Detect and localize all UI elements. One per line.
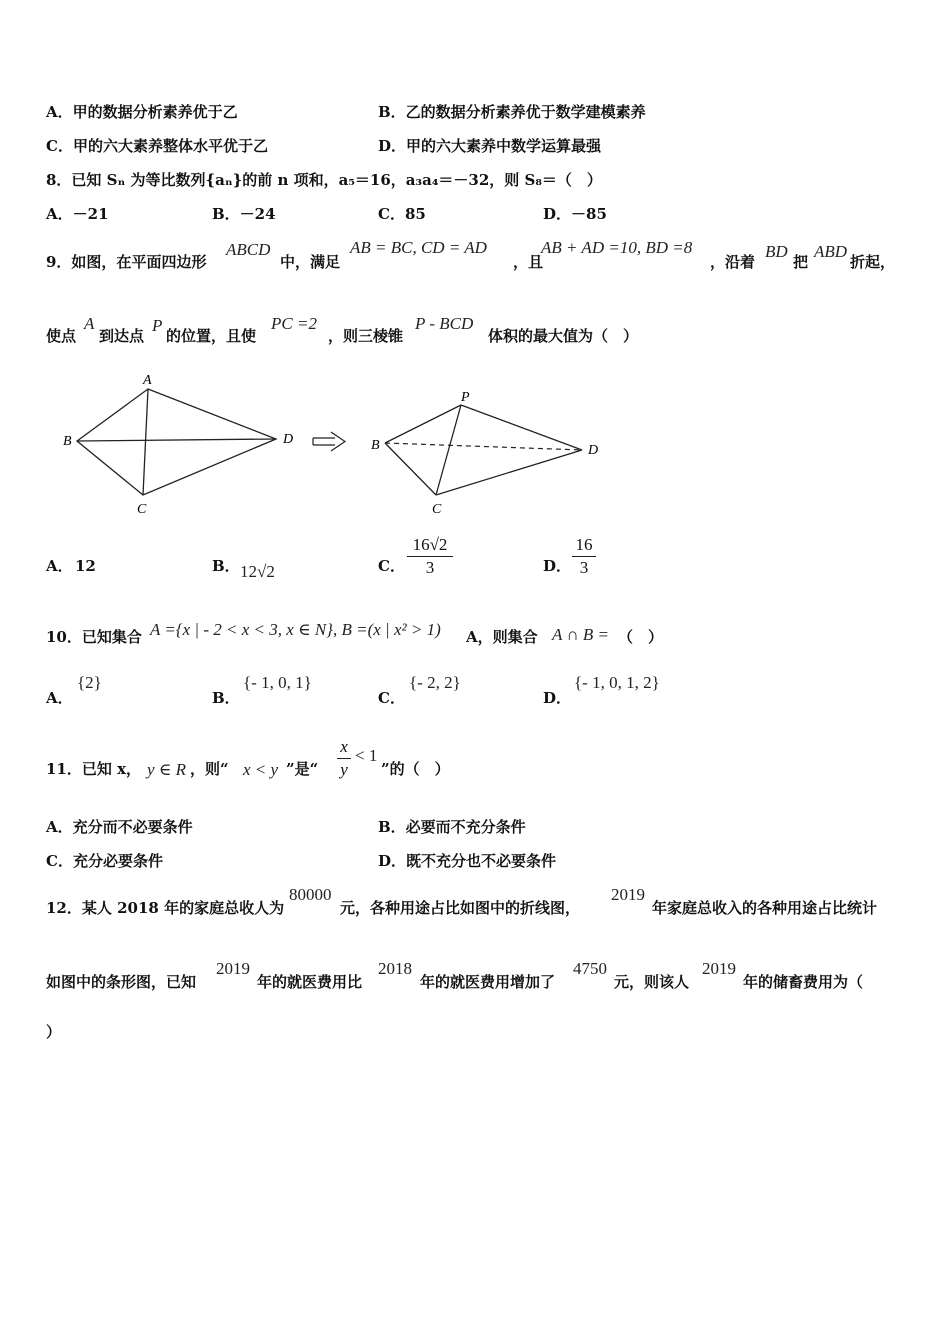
- q8-option-a: A．－21: [46, 205, 109, 223]
- q11-fraction: [337, 738, 351, 779]
- label-c2: C: [432, 502, 442, 517]
- q12-line2-text-1: 如图中的条形图，已知: [46, 973, 197, 991]
- q11-fraction-denominator: y: [340, 760, 348, 779]
- label-p: P: [461, 390, 470, 405]
- q9-line2-text-5: 体积的最大值为（ ）: [488, 327, 639, 345]
- q11-text-1: 11．已知 x，: [46, 760, 142, 778]
- q11-fraction-rhs: < 1: [355, 746, 378, 765]
- q9-text-6: 折起，: [850, 253, 896, 271]
- label-d2: D: [588, 443, 599, 458]
- q9-text-2: 中，满足: [280, 253, 341, 271]
- q11-text-4: ”的（ ）: [381, 760, 450, 778]
- q7-option-d: D．甲的六大素养中数学运算最强: [378, 137, 602, 155]
- q12-math-2019-a: 2019: [611, 885, 645, 904]
- label-a: A: [143, 373, 152, 388]
- q12-math-2019-b: 2019: [216, 959, 250, 978]
- q9-math-lengths: AB + AD =10, BD =8: [541, 238, 693, 257]
- q9-figure: [55, 365, 615, 520]
- q10-math-sets: A ={x | - 2 < x < 3, x ∈ N}, B =(x | x² > 1): [150, 620, 441, 639]
- q10-option-a: {2}: [77, 673, 102, 692]
- q9-math-p: P: [152, 316, 163, 335]
- q9-line2-text-4: ，则三棱锥: [328, 327, 404, 345]
- q11-text-3: ”是“: [286, 760, 319, 778]
- q10-option-c-label: C．: [378, 689, 405, 707]
- q12-line2-text-4: 元，则该人: [614, 973, 690, 991]
- q9-figure-left: [63, 373, 293, 517]
- q11-text-2: ，则“: [190, 760, 229, 778]
- q7-option-a: A．甲的数据分析素养优于乙: [46, 103, 238, 121]
- q12-math-2019-c: 2019: [702, 959, 736, 978]
- q9-option-c-denominator: 3: [425, 558, 435, 577]
- q9-math-bd: BD: [765, 242, 788, 261]
- label-c: C: [137, 502, 147, 517]
- label-b2: B: [371, 438, 380, 453]
- q9-option-c-fraction: [407, 536, 453, 577]
- q10-option-d-label: D．: [543, 689, 572, 707]
- q7-option-c: C．甲的六大素养整体水平优于乙: [46, 137, 268, 155]
- q10-text-3: （ ）: [618, 628, 664, 646]
- q12-math-4750: 4750: [573, 959, 607, 978]
- q11-option-a: A．充分而不必要条件: [46, 818, 193, 836]
- q7-option-b: B．乙的数据分析素养优于数学建模素养: [378, 103, 646, 121]
- q8-option-b: B．－24: [212, 205, 276, 223]
- q9-option-d-numerator: 16: [575, 535, 593, 554]
- q10-option-c: {- 2, 2}: [409, 673, 461, 692]
- q9-line2-text-3: 的位置，且使: [166, 327, 257, 345]
- q10-option-d: {- 1, 0, 1, 2}: [574, 673, 660, 692]
- q9-option-d-fraction: [572, 536, 596, 577]
- label-d: D: [283, 432, 294, 447]
- q9-text-4: ，沿着: [710, 253, 756, 271]
- q8-option-c: C．85: [378, 205, 426, 223]
- q9-line2-text-1: 使点: [46, 327, 77, 345]
- q11-option-c: C．充分必要条件: [46, 852, 163, 870]
- q9-line2-text-2: 到达点: [99, 327, 145, 345]
- q9-math-pbcd: P - BCD: [415, 314, 474, 333]
- label-b: B: [63, 434, 72, 449]
- q11-option-d: D．既不充分也不必要条件: [378, 852, 557, 870]
- q11-option-b: B．必要而不充分条件: [378, 818, 526, 836]
- q9-option-c-label: C．: [378, 557, 405, 575]
- q9-math-conditions: AB = BC, CD = AD: [350, 238, 487, 257]
- q8-option-d: D．－85: [543, 205, 607, 223]
- q9-option-b: 12√2: [240, 562, 275, 581]
- q9-figure-right: [371, 390, 598, 517]
- q12-text-3: 年家庭总收入的各种用途占比统计: [652, 899, 878, 917]
- q9-text-5: 把: [793, 253, 809, 271]
- q9-text-1: 9．如图，在平面四边形: [46, 253, 207, 271]
- q9-math-abd: ABD: [814, 242, 848, 261]
- q12-line3: ）: [46, 1023, 62, 1041]
- q9-math-a: A: [84, 314, 95, 333]
- q9-math-abcd: ABCD: [226, 240, 271, 259]
- q10-option-b: {- 1, 0, 1}: [243, 673, 312, 692]
- q10-option-b-label: B．: [212, 689, 240, 707]
- q9-option-d-label: D．: [543, 557, 572, 575]
- q9-text-3: ，且: [513, 253, 544, 271]
- q8-stem: 8．已知 Sₙ 为等比数列{aₙ}的前 n 项和，a₅＝16，a₃a₄＝－32，则 S₈＝（ ）: [46, 171, 602, 189]
- q9-option-a-label: A．: [46, 557, 73, 575]
- q10-option-a-label: A．: [46, 689, 73, 707]
- q11-math-y-in-r: y ∈ R: [147, 760, 187, 779]
- q12-line2-text-5: 年的储畜费用为（: [743, 973, 864, 991]
- q12-text-1: 12．某人 2018 年的家庭总收人为: [46, 899, 285, 917]
- q10-text-2: A，则集合: [466, 628, 538, 646]
- q12-math-80000: 80000: [289, 885, 332, 904]
- q10-math-intersection: A ∩ B =: [552, 625, 609, 644]
- q9-option-a: 12: [75, 557, 96, 575]
- q11-math-x-lt-y: x < y: [243, 760, 279, 779]
- double-arrow-icon: [313, 432, 345, 451]
- q9-option-d-denominator: 3: [579, 558, 589, 577]
- q12-text-2: 元，各种用途占比如图中的折线图，: [340, 899, 581, 917]
- q12-math-2018: 2018: [378, 959, 412, 978]
- q11-fraction-numerator: x: [340, 737, 348, 756]
- q10-text-1: 10．已知集合: [46, 628, 142, 646]
- q9-math-pc: PC =2: [271, 314, 317, 333]
- q9-option-b-label: B．: [212, 557, 240, 575]
- q12-line2-text-3: 年的就医费用增加了: [420, 973, 556, 991]
- q9-option-c-numerator: 16√2: [412, 535, 448, 554]
- q12-line2-text-2: 年的就医费用比: [257, 973, 363, 991]
